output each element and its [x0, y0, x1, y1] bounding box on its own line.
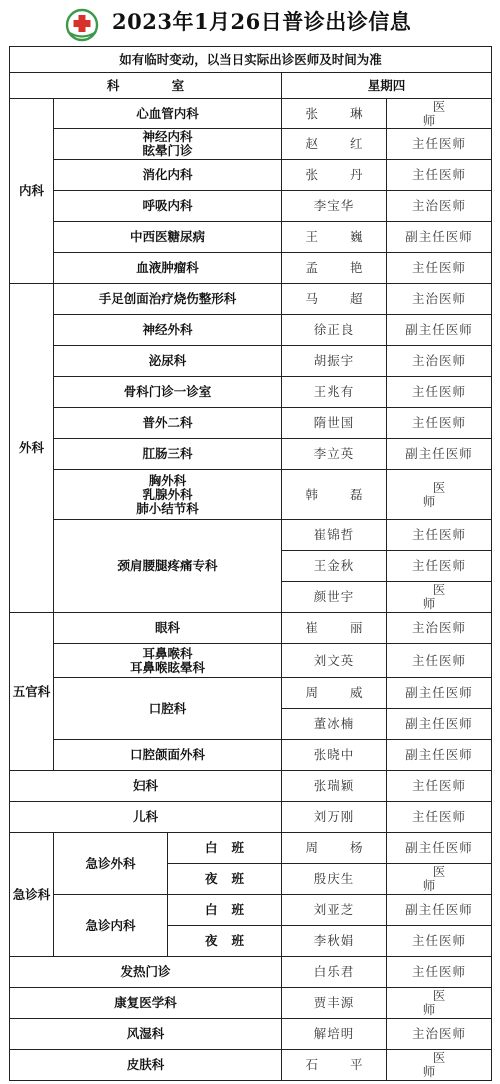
doctor-name: 张 丹 — [282, 160, 387, 191]
doctor-title: 医 师 — [387, 864, 492, 895]
doctor-title: 医 师 — [387, 1050, 492, 1081]
dept-line: 耳鼻喉科 — [142, 645, 193, 661]
table-row — [10, 346, 492, 377]
doctor-name: 隋世国 — [282, 408, 387, 439]
dept-name — [54, 129, 282, 160]
dept-line: 眩晕门诊 — [142, 143, 193, 158]
doctor-name: 王金秋 — [282, 551, 387, 582]
dept-name: 神经外科 — [54, 315, 282, 346]
group-wuguan: 五官科 — [10, 613, 54, 771]
doctor-name: 李宝华 — [282, 191, 387, 222]
dept-name: 心血管内科 — [54, 99, 282, 129]
group-jizhen: 急诊科 — [10, 833, 54, 957]
doctor-title: 主任医师 — [387, 551, 492, 582]
doctor-title: 医 师 — [387, 988, 492, 1019]
table-row — [10, 1019, 492, 1050]
dept-name: 手足创面治疗烧伤整形科 — [54, 284, 282, 315]
doctor-name: 赵 红 — [282, 129, 387, 160]
doctor-title: 主任医师 — [387, 160, 492, 191]
shift-label: 夜班 — [168, 926, 282, 957]
table-row — [10, 439, 492, 470]
page-title: 2023年1月26日普诊出诊信息 — [112, 9, 412, 34]
dept-name: 中西医糖尿病 — [54, 222, 282, 253]
doctor-name: 徐正良 — [282, 315, 387, 346]
shift-label: 夜班 — [168, 864, 282, 895]
table-row — [10, 613, 492, 644]
doctor-title: 副主任医师 — [387, 678, 492, 709]
doctor-title: 主任医师 — [387, 644, 492, 678]
doctor-title: 主治医师 — [387, 191, 492, 222]
dept-name: 呼吸内科 — [54, 191, 282, 222]
doctor-name: 颜世宇 — [282, 582, 387, 613]
doctor-title: 主任医师 — [387, 129, 492, 160]
dept-line: 肺小结节科 — [136, 500, 199, 516]
doctor-name: 李秋娟 — [282, 926, 387, 957]
doctor-name: 王兆有 — [282, 377, 387, 408]
table-row — [10, 253, 492, 284]
group-neike: 内科 — [10, 99, 54, 284]
dept-name: 口腔颌面外科 — [54, 740, 282, 771]
doctor-title: 医 师 — [387, 470, 492, 520]
doctor-name: 张瑞颖 — [282, 771, 387, 802]
table-row — [10, 99, 492, 129]
doctor-title: 副主任医师 — [387, 895, 492, 926]
shift-label: 白班 — [168, 895, 282, 926]
doctor-name: 董冰楠 — [282, 709, 387, 740]
table-row — [10, 644, 492, 678]
doctor-name: 周 威 — [282, 678, 387, 709]
dept-name: 风湿科 — [10, 1019, 282, 1050]
hospital-cross-logo-icon — [62, 8, 102, 42]
dept-name: 妇科 — [10, 771, 282, 802]
table-row — [10, 520, 492, 551]
table-row — [10, 833, 492, 864]
doctor-name: 张 琳 — [282, 99, 387, 129]
doctor-name: 周 杨 — [282, 833, 387, 864]
dept-name: 急诊外科 — [54, 833, 168, 895]
group-waike: 外科 — [10, 284, 54, 613]
dept-name: 发热门诊 — [10, 957, 282, 988]
header-row — [10, 73, 492, 99]
dept-name: 普外二科 — [54, 408, 282, 439]
dept-name: 颈肩腰腿疼痛专科 — [54, 520, 282, 613]
dept-name: 骨科门诊一诊室 — [54, 377, 282, 408]
doctor-title: 主治医师 — [387, 284, 492, 315]
doctor-title: 主任医师 — [387, 957, 492, 988]
dept-name: 消化内科 — [54, 160, 282, 191]
table-row — [10, 802, 492, 833]
doctor-name: 王 巍 — [282, 222, 387, 253]
doctor-name: 马 超 — [282, 284, 387, 315]
dept-line: 神经内科 — [142, 129, 193, 144]
doctor-title: 副主任医师 — [387, 439, 492, 470]
doctor-title: 主治医师 — [387, 1019, 492, 1050]
dept-line: 胸外科 — [148, 472, 187, 488]
doctor-name: 贾丰源 — [282, 988, 387, 1019]
table-row — [10, 988, 492, 1019]
dept-line: 耳鼻喉眩晕科 — [129, 659, 205, 675]
dept-name: 眼科 — [54, 613, 282, 644]
doctor-title: 主任医师 — [387, 926, 492, 957]
doctor-title: 副主任医师 — [387, 315, 492, 346]
doctor-title: 医 师 — [387, 582, 492, 613]
doctor-title: 副主任医师 — [387, 833, 492, 864]
header-day: 星期四 — [282, 73, 492, 99]
table-row — [10, 740, 492, 771]
doctor-name: 白乐君 — [282, 957, 387, 988]
table-row — [10, 284, 492, 315]
doctor-title: 主任医师 — [387, 253, 492, 284]
doctor-title: 主治医师 — [387, 346, 492, 377]
doctor-title: 副主任医师 — [387, 222, 492, 253]
doctor-title: 副主任医师 — [387, 709, 492, 740]
dept-name: 急诊内科 — [54, 895, 168, 957]
table-row — [10, 315, 492, 346]
table-row — [10, 129, 492, 160]
doctor-name: 胡振宇 — [282, 346, 387, 377]
dept-name: 儿科 — [10, 802, 282, 833]
dept-name: 泌尿科 — [54, 346, 282, 377]
doctor-name: 刘文英 — [282, 644, 387, 678]
doctor-name: 张晓中 — [282, 740, 387, 771]
doctor-title: 医 师 — [387, 99, 492, 129]
dept-name: 康复医学科 — [10, 988, 282, 1019]
dept-name: 肛肠三科 — [54, 439, 282, 470]
table-row — [10, 191, 492, 222]
dept-name: 口腔科 — [54, 678, 282, 740]
doctor-name: 李立英 — [282, 439, 387, 470]
doctor-name: 石 平 — [282, 1050, 387, 1081]
doctor-name: 刘亚芝 — [282, 895, 387, 926]
doctor-name: 韩 磊 — [282, 470, 387, 520]
header-dept: 科 室 — [10, 73, 282, 99]
dept-name — [54, 470, 282, 520]
table-row — [10, 470, 492, 520]
table-row — [10, 408, 492, 439]
shift-label: 白班 — [168, 833, 282, 864]
table-row — [10, 160, 492, 191]
doctor-name: 崔 丽 — [282, 613, 387, 644]
doctor-title: 主任医师 — [387, 520, 492, 551]
doctor-title: 主任医师 — [387, 771, 492, 802]
doctor-title: 主任医师 — [387, 802, 492, 833]
doctor-title: 副主任医师 — [387, 740, 492, 771]
notice-row — [10, 47, 492, 73]
doctor-title: 主治医师 — [387, 613, 492, 644]
table-row — [10, 222, 492, 253]
doctor-name: 刘万刚 — [282, 802, 387, 833]
table-row — [10, 377, 492, 408]
table-row — [10, 895, 492, 926]
doctor-name: 崔锦哲 — [282, 520, 387, 551]
page-header — [0, 0, 500, 44]
table-row — [10, 957, 492, 988]
doctor-title: 主任医师 — [387, 377, 492, 408]
doctor-title: 主任医师 — [387, 408, 492, 439]
table-row — [10, 771, 492, 802]
dept-name: 皮肤科 — [10, 1050, 282, 1081]
table-row — [10, 678, 492, 709]
table-row — [10, 1050, 492, 1081]
doctor-name: 殷庆生 — [282, 864, 387, 895]
doctor-name: 解培明 — [282, 1019, 387, 1050]
notice-text: 如有临时变动，以当日实际出诊医师及时间为准 — [10, 47, 492, 73]
doctor-name: 孟 艳 — [282, 253, 387, 284]
dept-name — [54, 644, 282, 678]
schedule-table — [9, 46, 492, 1081]
dept-line: 乳腺外科 — [142, 486, 193, 502]
dept-name: 血液肿瘤科 — [54, 253, 282, 284]
